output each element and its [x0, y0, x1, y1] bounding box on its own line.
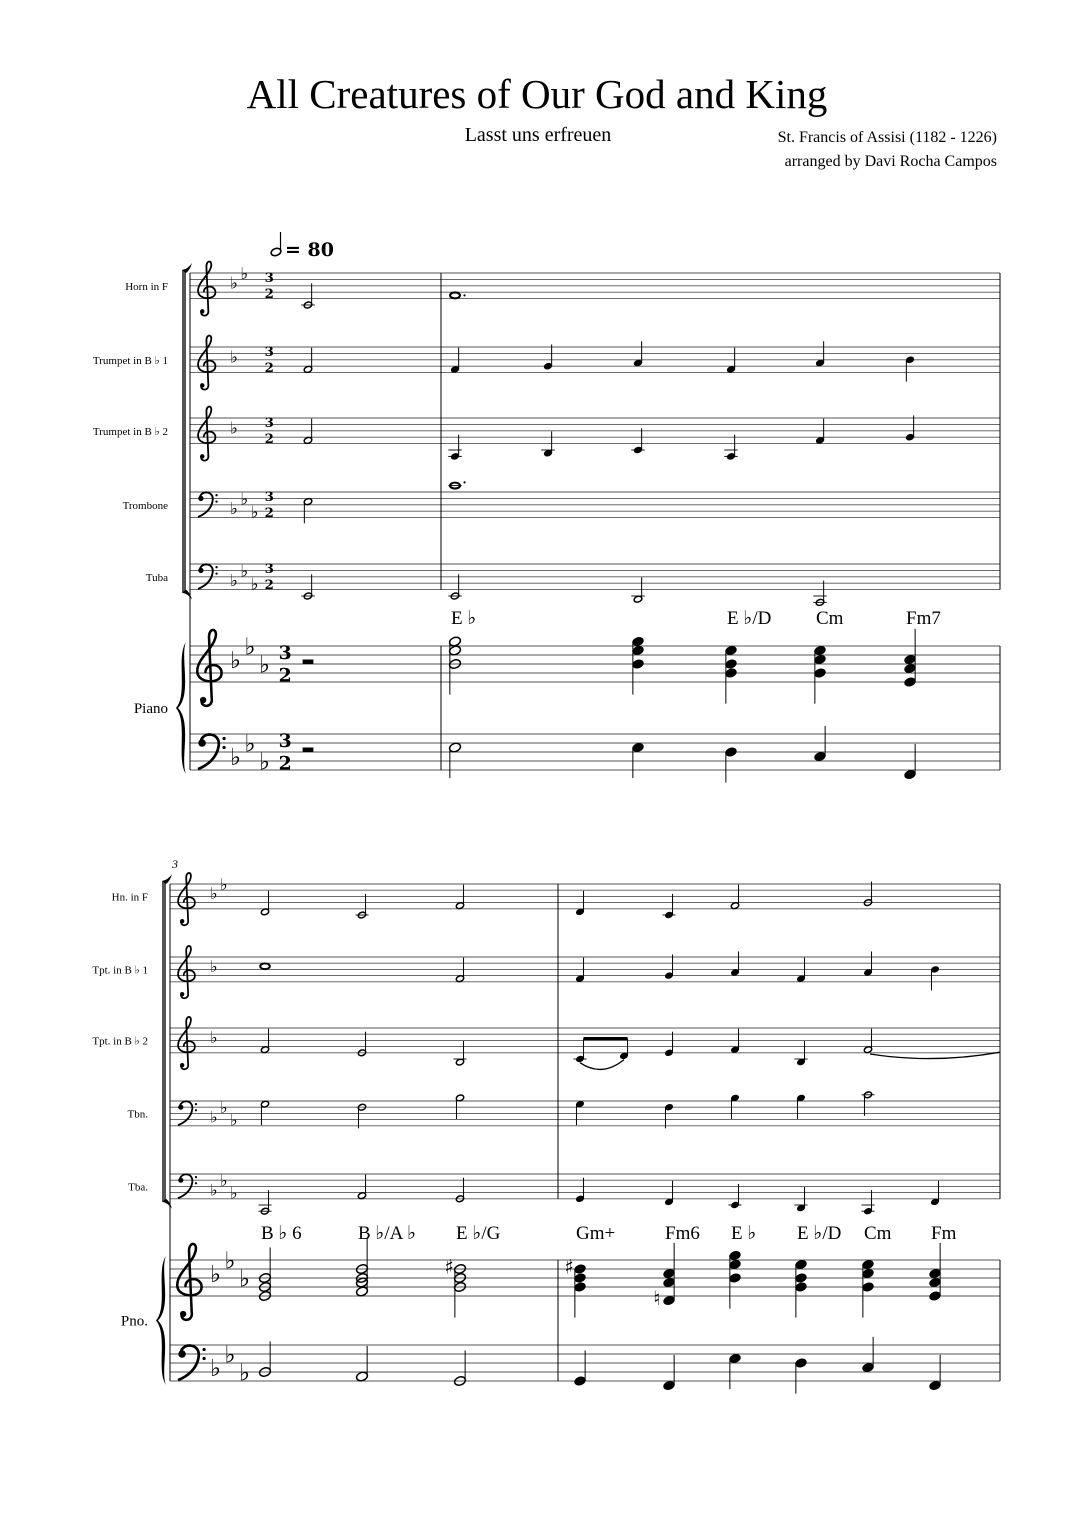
quarter-note: [903, 676, 916, 687]
treble-clef-dot: [200, 383, 204, 387]
key-signature-flat-icon: ♭: [219, 1171, 228, 1191]
staff-rh: [134, 630, 1000, 717]
staff-tuba: [128, 1171, 1000, 1202]
key-signature-flat-icon: ♭: [210, 1028, 218, 1048]
key-signature-flat-icon: ♭: [230, 347, 238, 367]
key-signature-flat-icon: ♭: [230, 646, 242, 675]
key-signature-flat-icon: ♭: [229, 1110, 238, 1130]
chord-symbol: B ♭ 6: [261, 1223, 302, 1244]
key-signature-flat-icon: ♭: [239, 1358, 251, 1387]
bass-clef-dot: [178, 1350, 186, 1358]
key-signature-flat-icon: ♭: [250, 574, 259, 594]
time-signature-top: 3: [264, 271, 274, 287]
time-signature-top: 3: [264, 345, 274, 361]
treble-clef-dot: [200, 309, 204, 313]
system-2: [92, 857, 1000, 1394]
notes-horn: [260, 882, 872, 919]
key-signature-flat-icon: ♭: [240, 561, 249, 581]
bass-clef-dot: [195, 1182, 197, 1184]
quarter-note: [724, 658, 737, 669]
chord-symbol: Fm6: [665, 1223, 700, 1244]
instrument-label-horn: Horn in F: [125, 280, 168, 293]
key-signature-flat-icon: ♭: [229, 1183, 238, 1203]
staff-horn: [112, 873, 1000, 925]
half-note: [355, 1286, 368, 1297]
time-signature-bottom: 2: [278, 664, 292, 687]
quarter-note: [724, 746, 737, 757]
quarter-note: [631, 636, 644, 647]
time-signature-bottom: 2: [264, 287, 274, 303]
measure-number: 3: [172, 857, 178, 871]
quarter-note: [794, 1357, 807, 1368]
quarter-note: [813, 751, 826, 762]
time-signature-bottom: 2: [264, 361, 274, 377]
quarter-note: [724, 667, 737, 678]
quarter-note: [662, 1268, 675, 1279]
half-note: [448, 742, 461, 753]
quarter-note: [861, 1362, 874, 1373]
key-signature-flat-icon: ♭: [240, 489, 249, 509]
quarter-note: [573, 1281, 586, 1292]
instrument-label-horn: Hn. in F: [111, 891, 148, 904]
bass-clef-dot: [198, 568, 203, 573]
sharp-icon: ♯: [444, 1255, 454, 1279]
quarter-note: [728, 1272, 741, 1283]
half-note: [448, 645, 461, 656]
instrument-label-piano: Pno.: [120, 1313, 148, 1330]
chord-symbol: E ♭: [731, 1223, 757, 1244]
quarter-note: [794, 1281, 807, 1292]
chord-symbol: Cm: [864, 1223, 892, 1244]
treble-clef-icon: [178, 1017, 195, 1069]
sharp-icon: ♯: [564, 1255, 574, 1279]
quarter-note: [861, 1268, 874, 1279]
time-signature-top: 3: [278, 729, 292, 752]
quarter-note: [662, 1277, 675, 1288]
treble-clef-dot: [200, 697, 206, 703]
quarter-note: [794, 1272, 807, 1283]
treble-clef-dot: [200, 454, 204, 458]
treble-clef-icon: [198, 407, 215, 461]
bass-clef-dot: [198, 496, 203, 501]
key-signature-flat-icon: ♭: [230, 499, 238, 519]
staff-tpt1: [92, 946, 1000, 998]
treble-clef-icon: [178, 873, 195, 925]
key-signature-flat-icon: ♭: [259, 650, 271, 679]
quarter-note: [861, 1259, 874, 1270]
half-note: [448, 636, 461, 647]
natural-icon: ♮: [653, 1287, 661, 1310]
chord-symbol: Cm: [816, 608, 844, 629]
staff-tpt2: [92, 1017, 1000, 1069]
staff-tuba: [146, 561, 1000, 593]
augmentation-dot: [463, 481, 465, 483]
bass-clef-dot: [202, 1348, 205, 1351]
bass-clef-dot: [178, 1105, 183, 1110]
notes-tpt2: [260, 1029, 1000, 1070]
quarter-note: [728, 1250, 741, 1261]
key-signature-flat-icon: ♭: [230, 273, 238, 293]
treble-clef-dot: [180, 1063, 184, 1067]
instrument-label-tpt1: Tpt. in B ♭ 1: [92, 964, 148, 977]
quarter-note: [794, 1259, 807, 1270]
instrument-label-tuba: Tba.: [128, 1181, 148, 1194]
half-rest: [303, 660, 314, 665]
score-subtitle: Lasst uns erfreuen: [464, 124, 612, 146]
key-signature-flat-icon: ♭: [244, 632, 256, 661]
treble-clef-dot: [180, 1311, 186, 1317]
bass-clef-dot: [215, 572, 217, 574]
augmentation-dot: [463, 294, 465, 296]
treble-clef-icon: [197, 630, 221, 706]
notes-tuba: [301, 574, 826, 606]
quarter-note: [928, 1290, 941, 1301]
piano-brace: [156, 1256, 166, 1385]
quarter-note: [813, 654, 826, 665]
half-rest: [303, 748, 314, 753]
time-signature-bottom: 2: [264, 578, 274, 594]
key-signature-flat-icon: ♭: [219, 1098, 228, 1118]
bass-clef-dot: [202, 1357, 205, 1360]
bass-clef-dot: [215, 494, 217, 496]
chord-symbol: E ♭: [451, 608, 477, 629]
brass-group-bracket: [162, 881, 166, 1202]
notes-rh: [303, 629, 917, 704]
slur: [580, 1060, 624, 1070]
quarter-note: [573, 1272, 586, 1283]
quarter-note: [813, 645, 826, 656]
quarter-note: [928, 1380, 941, 1391]
key-signature-flat-icon: ♭: [210, 1180, 218, 1200]
chord-symbol: E ♭/G: [456, 1223, 501, 1244]
time-signature-top: 3: [264, 562, 274, 578]
instrument-label-piano: Piano: [133, 701, 168, 717]
time-signature-bottom: 2: [278, 752, 292, 775]
key-signature-flat-icon: ♭: [230, 743, 242, 772]
notes-tbn: [260, 1091, 874, 1128]
key-signature-flat-icon: ♭: [210, 957, 218, 977]
bass-clef-dot: [222, 746, 225, 749]
bass-clef-dot: [222, 737, 225, 740]
instrument-label-tpt1: Trumpet in B ♭ 1: [92, 354, 168, 367]
bass-clef-dot: [195, 1103, 197, 1105]
bass-clef-dot: [215, 500, 217, 502]
staff-tbn: [128, 1098, 1000, 1129]
quarter-note: [928, 1277, 941, 1288]
key-signature-flat-icon: ♭: [219, 874, 228, 894]
time-signature-bottom: 2: [264, 432, 274, 448]
key-signature-flat-icon: ♭: [224, 1340, 236, 1369]
key-signature-flat-icon: ♭: [240, 264, 249, 284]
tempo-marking: = 80: [285, 239, 334, 261]
treble-clef-icon: [177, 1244, 201, 1320]
bass-clef-dot: [195, 1176, 197, 1178]
key-signature-flat-icon: ♭: [259, 747, 271, 776]
instrument-label-tbn: Trombone: [122, 499, 168, 512]
instrument-label-tpt2: Tpt. in B ♭ 2: [92, 1035, 148, 1048]
score-title: All Creatures of Our God and King: [246, 71, 828, 117]
chord-symbol: Fm7: [906, 608, 941, 629]
key-signature-flat-icon: ♭: [250, 502, 259, 522]
whole-note: [260, 963, 270, 969]
treble-clef-dot: [180, 992, 184, 996]
staff-lh: [190, 730, 1000, 776]
quarter-note: [662, 1295, 675, 1306]
treble-clef-icon: [178, 946, 195, 998]
treble-clef-dot: [180, 919, 184, 923]
brass-group-bracket: [182, 270, 186, 593]
quarter-note: [903, 654, 916, 665]
bass-clef-dot: [198, 739, 206, 747]
quarter-note: [728, 1353, 741, 1364]
key-signature-flat-icon: ♭: [230, 571, 238, 591]
bass-clef-dot: [195, 1109, 197, 1111]
key-signature-flat-icon: ♭: [224, 1246, 236, 1275]
quarter-note: [813, 667, 826, 678]
quarter-note: [728, 1259, 741, 1270]
quarter-note: [631, 645, 644, 656]
staff-tbn: [123, 489, 1000, 521]
chord-symbol: Gm+: [576, 1223, 616, 1244]
half-note-icon: [270, 232, 282, 257]
quarter-note: [631, 742, 644, 753]
quarter-note: [724, 645, 737, 656]
composer-credit: St. Francis of Assisi (1182 - 1226): [777, 129, 997, 146]
bass-clef-dot: [178, 1178, 183, 1183]
key-signature-flat-icon: ♭: [210, 1354, 222, 1383]
key-signature-flat-icon: ♭: [210, 884, 218, 904]
time-signature-bottom: 2: [264, 506, 274, 522]
piano-brace: [176, 642, 186, 774]
time-signature-top: 3: [264, 490, 274, 506]
notes-tuba: [258, 1175, 939, 1215]
key-signature-flat-icon: ♭: [230, 418, 238, 438]
notes-tpt2: [303, 415, 914, 460]
quarter-note: [928, 1268, 941, 1279]
quarter-note: [903, 663, 916, 674]
chord-symbol: Fm: [931, 1223, 957, 1244]
treble-clef-icon: [198, 262, 215, 316]
quarter-note: [662, 1380, 675, 1391]
time-signature-top: 3: [278, 641, 292, 664]
chord-symbol: B ♭/A ♭: [358, 1223, 417, 1244]
staff-horn: [125, 262, 1000, 316]
quarter-note: [861, 1281, 874, 1292]
instrument-label-tuba: Tuba: [145, 571, 168, 584]
quarter-note: [573, 1263, 586, 1274]
instrument-label-tpt2: Trumpet in B ♭ 2: [92, 425, 168, 438]
treble-clef-icon: [198, 336, 215, 390]
key-signature-flat-icon: ♭: [210, 1107, 218, 1127]
arranger-credit: arranged by Davi Rocha Campos: [784, 153, 997, 170]
key-signature-flat-icon: ♭: [239, 1264, 251, 1293]
staff-tpt1: [93, 336, 1000, 390]
bass-clef-dot: [215, 566, 217, 568]
quarter-note: [903, 769, 916, 780]
time-signature-top: 3: [264, 416, 274, 432]
half-note: [355, 1371, 368, 1382]
quarter-note: [631, 658, 644, 669]
key-signature-flat-icon: ♭: [210, 1260, 222, 1289]
quarter-note: [573, 1375, 586, 1386]
system-1: [93, 262, 1000, 783]
instrument-label-tbn: Tbn.: [127, 1108, 148, 1121]
chord-symbol: E ♭/D: [797, 1223, 842, 1244]
chord-symbol: E ♭/D: [727, 608, 772, 629]
key-signature-flat-icon: ♭: [244, 729, 256, 758]
whole-note: [450, 292, 460, 298]
